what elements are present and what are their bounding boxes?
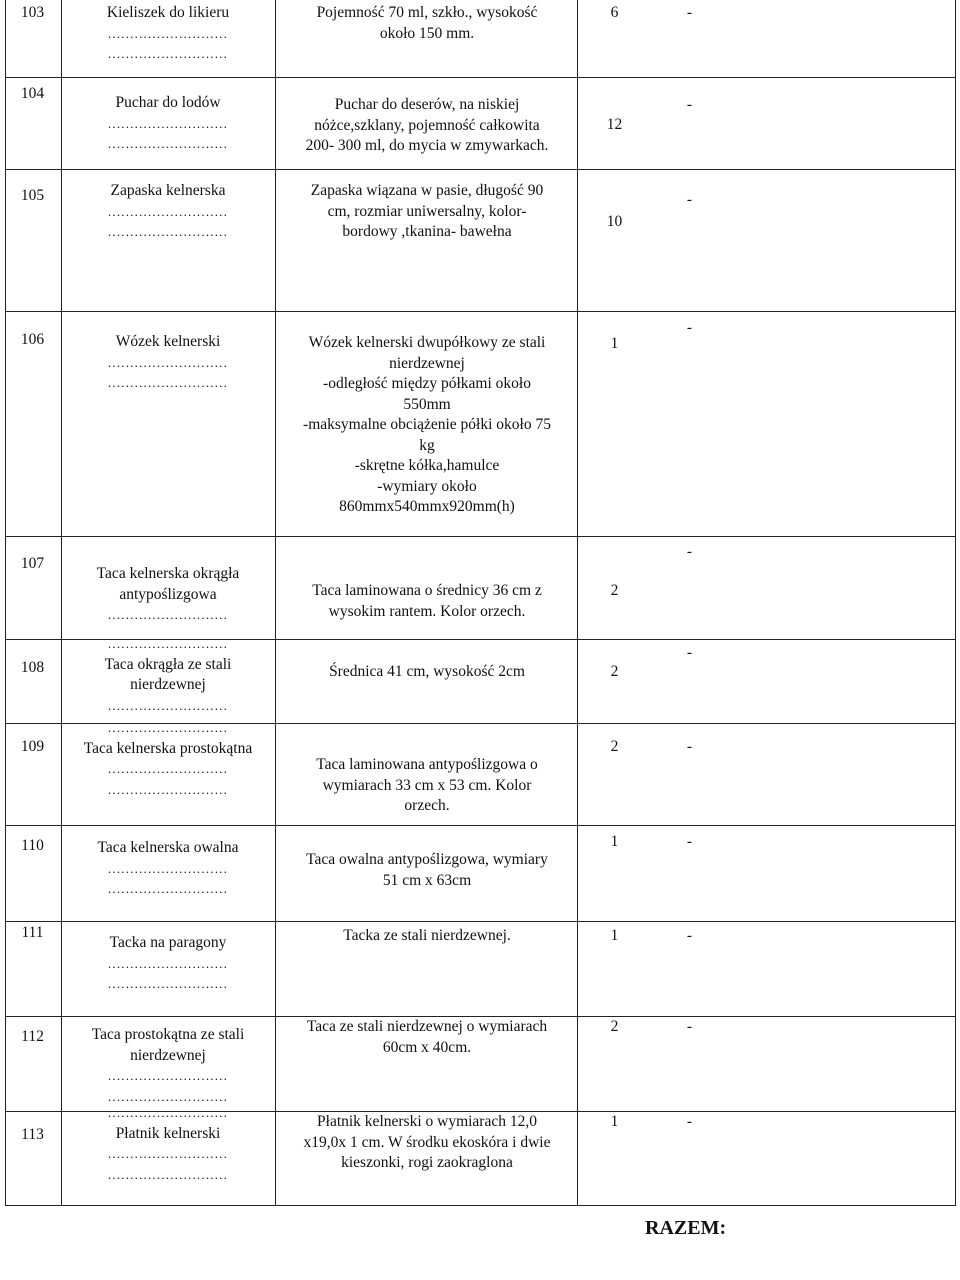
table-row bbox=[5, 636, 956, 724]
item-value: - bbox=[686, 543, 693, 560]
item-name-line: nierdzewnej bbox=[130, 1046, 206, 1064]
item-name-cell bbox=[63, 838, 273, 900]
description-line: -odległość między półkami około bbox=[323, 375, 531, 392]
description-line: -wymiary około bbox=[377, 477, 477, 495]
item-name-cell bbox=[63, 181, 273, 243]
description-line: Tacka ze stali nierdzewnej. bbox=[343, 927, 511, 944]
item-description bbox=[277, 333, 577, 518]
item-name-line: Kieliszek do likieru bbox=[106, 4, 230, 21]
dotted-fill-line: ........................... bbox=[107, 955, 229, 971]
item-value: - bbox=[686, 96, 693, 113]
item-number: 104 bbox=[20, 85, 45, 102]
item-quantity: 1 bbox=[610, 335, 619, 352]
description-line: Taca ze stali nierdzewnej o wymiarach bbox=[306, 1018, 548, 1035]
item-name-line: Tacka na paragony bbox=[109, 934, 227, 951]
dotted-fill-line: ........................... bbox=[107, 697, 229, 713]
item-quantity: 1 bbox=[610, 927, 619, 944]
item-number: 103 bbox=[20, 4, 45, 21]
item-value: - bbox=[686, 833, 693, 850]
dotted-fill-line: ........................... bbox=[107, 1088, 229, 1104]
description-line: cm, rozmiar uniwersalny, kolor- bbox=[327, 202, 527, 220]
item-name-cell bbox=[63, 933, 273, 995]
item-quantity: 1 bbox=[610, 833, 619, 850]
item-name-cell bbox=[63, 718, 273, 800]
item-value: - bbox=[686, 1018, 693, 1035]
item-description bbox=[277, 95, 577, 157]
description-line: -maksymalne obciążenie półki około 75 bbox=[303, 416, 551, 433]
dotted-fill-line: ........................... bbox=[107, 25, 229, 41]
description-line: nierdzewnej bbox=[389, 354, 465, 372]
item-name-cell bbox=[63, 634, 273, 716]
item-quantity: 1 bbox=[610, 1113, 619, 1130]
item-quantity: 6 bbox=[610, 4, 619, 21]
table-row bbox=[5, 1017, 956, 1112]
description-line: x19,0x 1 cm. W środku ekoskóra i dwie bbox=[303, 1133, 551, 1151]
item-name-cell bbox=[63, 93, 273, 155]
description-line: Płatnik kelnerski o wymiarach 12,0 bbox=[317, 1113, 537, 1130]
item-name-line: Taca kelnerska okrągła bbox=[96, 565, 240, 582]
item-value: - bbox=[686, 927, 693, 944]
item-quantity: 12 bbox=[606, 116, 623, 133]
item-quantity: 2 bbox=[610, 663, 619, 680]
table-row bbox=[5, 78, 956, 170]
dotted-fill-line: ........................... bbox=[107, 761, 229, 776]
dotted-fill-line: ........................... bbox=[107, 976, 229, 991]
item-number: 107 bbox=[20, 555, 45, 572]
item-name-cell bbox=[63, 1103, 273, 1185]
dotted-fill-line: ........................... bbox=[107, 203, 229, 219]
description-line: Zapaska wiązana w pasie, długość 90 bbox=[310, 182, 544, 199]
description-line: kg bbox=[419, 436, 435, 454]
item-description bbox=[277, 1017, 577, 1058]
item-name-line: Taca prostokątna ze stali bbox=[91, 1026, 245, 1043]
item-value: - bbox=[686, 1113, 693, 1130]
description-line: Wózek kelnerski dwupółkowy ze stali bbox=[308, 334, 546, 351]
table-row bbox=[5, 537, 956, 640]
table-row bbox=[5, 0, 956, 78]
item-name-line: Puchar do lodów bbox=[115, 94, 221, 111]
description-line: Taca owalna antypoślizgowa, wymiary bbox=[306, 851, 548, 868]
table-row bbox=[5, 1105, 956, 1206]
dotted-fill-line: ........................... bbox=[107, 636, 229, 651]
description-line: 60cm x 40cm. bbox=[382, 1038, 472, 1056]
description-line: Puchar do deserów, na niskiej bbox=[334, 96, 520, 113]
item-name-cell bbox=[63, 1025, 273, 1107]
description-line: wymiarach 33 cm x 53 cm. Kolor bbox=[322, 776, 532, 794]
item-name-line: Płatnik kelnerski bbox=[115, 1124, 221, 1142]
item-number: 112 bbox=[21, 1028, 44, 1045]
item-name-line: Taca okrągła ze stali bbox=[104, 655, 232, 673]
table-row bbox=[5, 312, 956, 537]
item-number: 106 bbox=[20, 331, 45, 348]
dotted-fill-line: ........................... bbox=[107, 1146, 229, 1161]
item-name-line: Wózek kelnerski bbox=[115, 333, 221, 350]
description-line: Pojemność 70 ml, szkło., wysokość bbox=[316, 4, 538, 21]
table-row bbox=[5, 826, 956, 922]
dotted-fill-line: ........................... bbox=[107, 720, 229, 735]
description-line: orzech. bbox=[404, 797, 450, 814]
item-name-cell bbox=[63, 3, 273, 65]
dotted-fill-line: ........................... bbox=[107, 607, 229, 622]
description-line: 860mmx540mmx920mm(h) bbox=[339, 498, 515, 515]
item-name-line: Taca kelnerska owalna bbox=[97, 839, 239, 856]
item-value: - bbox=[686, 738, 693, 755]
description-line: nóżce,szklany, pojemność całkowita bbox=[314, 116, 540, 134]
item-description bbox=[277, 662, 577, 683]
item-description bbox=[277, 181, 577, 243]
description-line: Taca laminowana antypoślizgowa o bbox=[316, 756, 538, 773]
dotted-fill-line: ........................... bbox=[107, 375, 229, 390]
item-description bbox=[277, 581, 577, 622]
item-quantity: 2 bbox=[610, 582, 619, 599]
item-description bbox=[277, 850, 577, 891]
dotted-fill-line: ........................... bbox=[107, 354, 229, 370]
item-number: 111 bbox=[21, 924, 44, 941]
item-number: 108 bbox=[20, 659, 45, 676]
item-description bbox=[277, 926, 577, 947]
dotted-fill-line: ........................... bbox=[107, 1068, 229, 1083]
item-quantity: 2 bbox=[610, 1018, 619, 1035]
description-line: około 150 mm. bbox=[379, 24, 475, 42]
description-line: Średnica 41 cm, wysokość 2cm bbox=[329, 663, 525, 680]
dotted-fill-line: ........................... bbox=[107, 46, 229, 61]
dotted-fill-line: ........................... bbox=[107, 115, 229, 131]
items-table bbox=[5, 0, 956, 1206]
dotted-fill-line: ........................... bbox=[107, 1105, 229, 1120]
description-line: 550mm bbox=[403, 395, 451, 413]
item-description bbox=[277, 3, 577, 44]
table-row bbox=[5, 170, 956, 312]
item-value: - bbox=[686, 4, 693, 21]
dotted-fill-line: ........................... bbox=[107, 224, 229, 239]
description-line: -skrętne kółka,hamulce bbox=[354, 457, 500, 474]
item-name-line: nierdzewnej bbox=[130, 676, 206, 693]
table-row bbox=[5, 720, 956, 826]
dotted-fill-line: ........................... bbox=[107, 860, 229, 876]
description-line: Taca laminowana o średnicy 36 cm z bbox=[312, 582, 542, 599]
description-line: 51 cm x 63cm bbox=[382, 871, 472, 889]
item-name-line: Zapaska kelnerska bbox=[110, 182, 226, 199]
dotted-fill-line: ........................... bbox=[107, 781, 229, 797]
item-name-line: antypoślizgowa bbox=[119, 585, 217, 603]
dotted-fill-line: ........................... bbox=[107, 136, 229, 151]
item-number: 110 bbox=[21, 837, 44, 854]
dotted-fill-line: ........................... bbox=[107, 881, 229, 896]
table-row bbox=[5, 922, 956, 1017]
item-number: 105 bbox=[20, 187, 45, 204]
item-quantity: 10 bbox=[606, 213, 623, 230]
item-description bbox=[277, 1112, 577, 1174]
total-label: RAZEM: bbox=[645, 1217, 727, 1239]
item-name-cell bbox=[63, 564, 273, 626]
item-number: 109 bbox=[20, 738, 45, 755]
item-value: - bbox=[686, 644, 693, 661]
description-line: 200- 300 ml, do mycia w zmywarkach. bbox=[305, 137, 549, 154]
description-line: wysokim rantem. Kolor orzech. bbox=[328, 602, 526, 620]
item-number: 113 bbox=[21, 1126, 44, 1143]
item-value: - bbox=[686, 319, 693, 336]
item-value: - bbox=[686, 191, 693, 208]
item-name-line: Taca kelnerska prostokątna bbox=[83, 739, 253, 757]
item-quantity: 2 bbox=[610, 738, 619, 755]
description-line: kieszonki, rogi zaokraglona bbox=[341, 1154, 513, 1171]
item-description bbox=[277, 755, 577, 817]
dotted-fill-line: ........................... bbox=[107, 1166, 229, 1182]
item-name-cell bbox=[63, 332, 273, 394]
description-line: bordowy ,tkanina- bawełna bbox=[342, 223, 512, 240]
